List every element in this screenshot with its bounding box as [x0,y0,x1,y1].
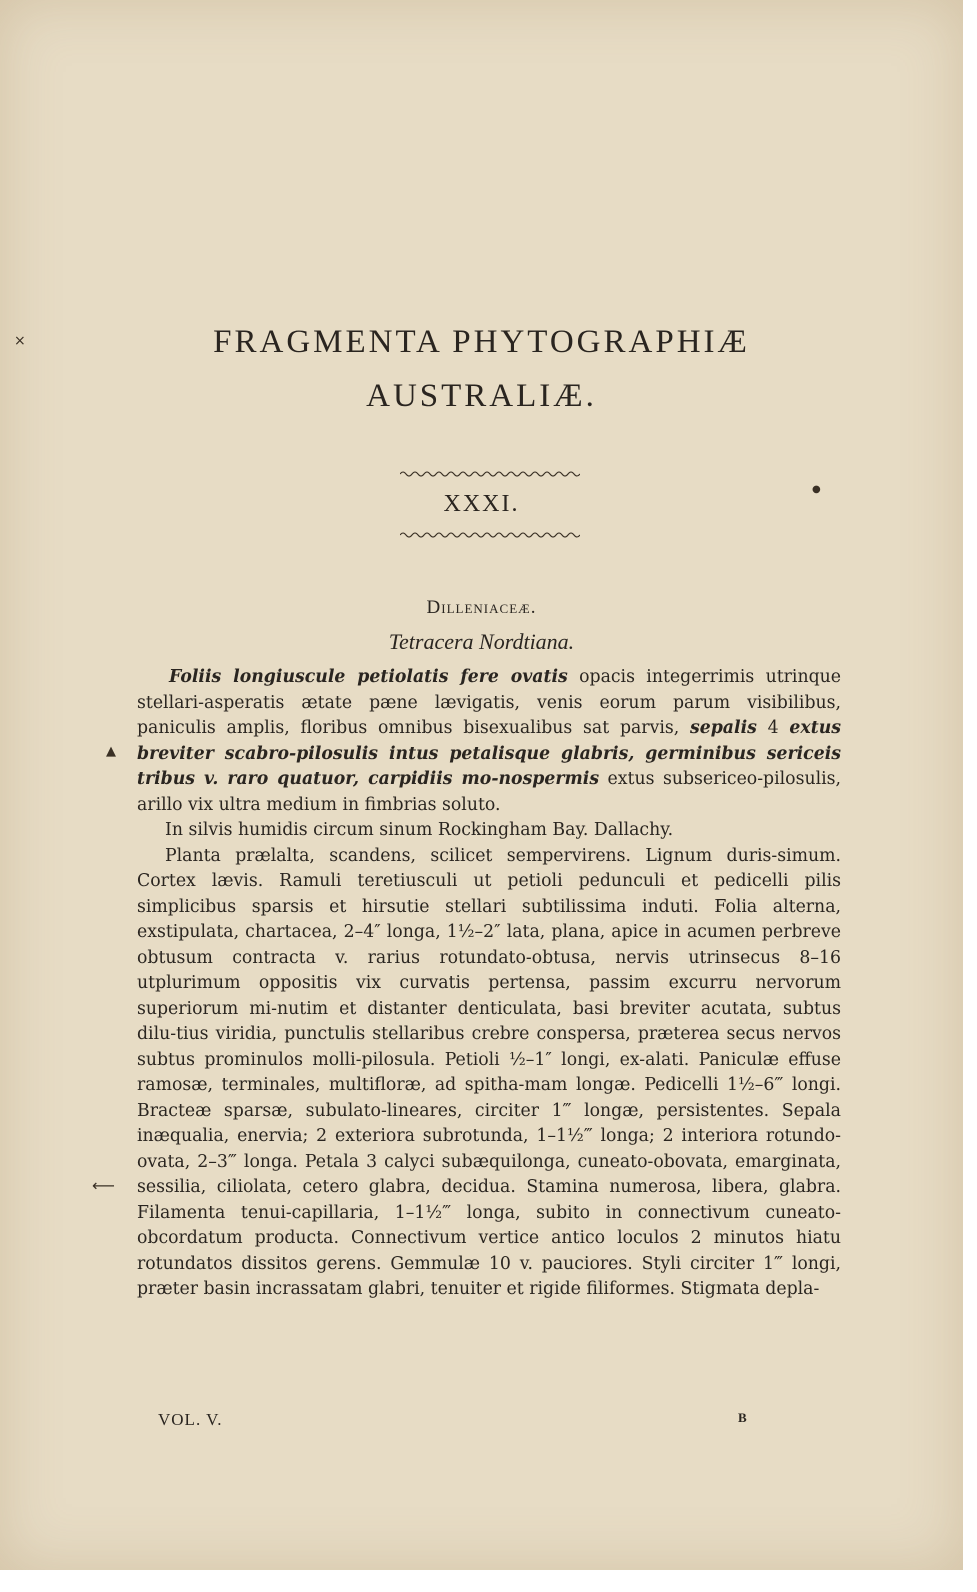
diagnosis-italic-2: sepalis [690,718,757,738]
locality-paragraph: In silvis humidis circum sinum Rockingham Bay. Dallachy. [165,820,674,840]
diagnosis-italic-3: extus breviter scabro-pilosulis intus petalisque glabris, germinibus sericeis tribus v. raro quatuor, carpidiis mo-nospermis [137,718,841,789]
description-body [137,665,841,1303]
diagnosis-paragraph [137,665,841,818]
signature-mark: B [738,1410,747,1425]
margin-arrow-mark: ⟵ [92,1176,115,1195]
family-heading: Dilleniaceæ. [426,597,537,618]
margin-pencil-mark: ▲ [106,744,116,759]
margin-spot-mark: ● [812,484,821,495]
diagnosis-italic-1: Foliis longiuscule petiolatis fere ovatis [169,667,568,687]
diagnosis-text-2: 4 [756,718,790,738]
volume-label: VOL. V. [158,1410,223,1429]
wavy-rule-top [400,470,580,478]
wavy-rule-bottom [400,531,580,539]
margin-dot-mark: × [14,333,26,349]
species-heading: Tetracera Nordtiana. [388,629,575,654]
description-paragraph: Planta prælalta, scandens, scilicet sempervirens. Lignum duris-simum. Cortex lævis. Ramuli teretiusculi ut petioli pedunculi et pedicelli pilis simplicibus sparsis et hirsutie stellari subtilissima induti. Folia alterna, exstipulata, chartacea, 2–4″ longa, 1½–2″ lata, plana, apice in acumen perbreve obtusum contracta v. rarius rotundato-obtusa, nervis utrinsecus 8–16 utplurimum oppositis vix curvatis pertensa, passim excurru nervorum superiorum mi-nutim et distanter denticulata, basi breviter acutata, subtus dilu-tius viridia, punctulis stellaribus crebre conspersa, præterea secus nervos subtus prominulos molli-pilosula. Petioli ½–1″ longi, ex-alati. Paniculæ effuse ramosæ, terminales, multifloræ, ad spitha-mam longæ. Pedicelli 1½–6‴ longi. Bracteæ sparsæ, subulato-lineares, circiter 1‴ longæ, persistentes. Sepala inæqualia, enervia; 2 exteriora subrotunda, 1–1½‴ longa; 2 interiora rotundo-ovata, 2–3‴ longa. Petala 3 calyci subæquilonga, cuneato-obovata, emarginata, sessilia, ciliolata, cetero glabra, decidua. Stamina numerosa, libera, glabra. Filamenta tenui-capillaria, 1–1½‴ longa, subito in connectivum cuneato-obcordatum producta. Connectivum vertice antico loculos 2 minutos hiatu rotundatos dissitos gerens. Gemmulæ 10 v. pauciores. Styli circiter 1‴ longi, præter basin incrassatam glabri, tenuiter et rigide filiformes. Stigmata depla- [137,845,841,1299]
section-number: XXXI. [443,491,520,517]
diagnosis-text-3: extus subsericeo-pilosulis, arillo vix ultra medium in fimbrias soluto. [137,769,841,815]
running-title-line1: FRAGMENTA PHYTOGRAPHIÆ [213,324,750,360]
running-title-line2: AUSTRALIÆ. [366,378,597,414]
diagnosis-text-1: opacis integerrimis utrinque stellari-asperatis ætate pæne lævigatis, venis eorum parum visibilibus, paniculis amplis, floribus omnibus bisexualibus sat parvis, [137,667,842,738]
